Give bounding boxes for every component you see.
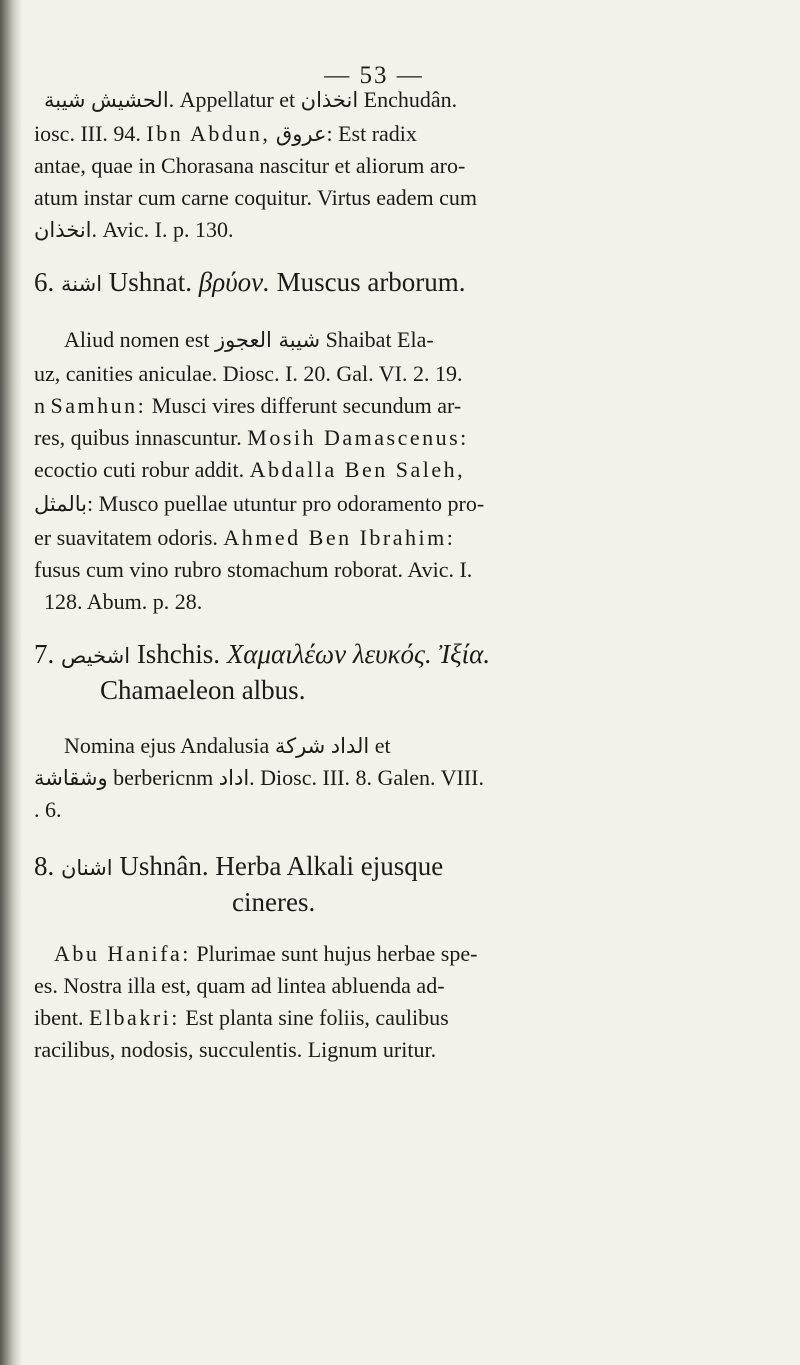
text: Nomina ejus Andalusia <box>64 733 270 758</box>
text: ecoctio cuti robur addit. <box>34 457 245 482</box>
text: Musci vires differunt secundum ar- <box>151 393 462 418</box>
entry-6-line-7 <box>34 524 455 552</box>
entry-6-heading <box>34 268 466 298</box>
text: : Musco puellae utuntur pro odoramento pro- <box>87 491 485 516</box>
entry-6-line-3 <box>34 392 461 420</box>
text: Aliud nomen est <box>64 327 210 352</box>
text: n <box>34 393 45 418</box>
entry-number: 8. <box>34 851 55 881</box>
transliteration: Ushnân. <box>119 851 209 881</box>
transliteration: Ushnat. <box>108 267 193 297</box>
entry-6-line-1 <box>64 326 434 354</box>
transliteration: Ishchis. <box>136 639 221 669</box>
latin-name: Muscus arborum. <box>276 267 466 297</box>
author-name: Abdalla Ben Saleh, <box>249 457 466 482</box>
text: . Avic. I. p. 130. <box>91 217 234 242</box>
entry-prev-line-4: atum instar cum carne coquitur. Virtus eadem cum <box>34 185 478 210</box>
arabic-term: شيبة <box>44 88 86 112</box>
author-name: Ibn Abdun, <box>146 121 271 146</box>
arabic-term: انخذان <box>34 218 92 242</box>
arabic-term: وشقاشة <box>34 766 108 790</box>
arabic-term: بالمثل <box>34 492 88 516</box>
entry-6-line-2: uz, canities aniculae. Diosc. I. 20. Gal. VI. 2. 19. <box>34 361 463 386</box>
text: Est planta sine foliis, caulibus <box>185 1005 449 1030</box>
arabic-headword: اشنان <box>61 856 113 880</box>
text: Shaibat Ela- <box>325 327 434 352</box>
arabic-term: انخذان <box>300 88 359 112</box>
entry-6-line-6 <box>34 490 484 518</box>
entry-8-line-4: racilibus, nodosis, succulentis. Lignum uritur. <box>34 1037 437 1062</box>
arabic-term: عروق <box>275 122 327 146</box>
greek-term: βρύον. <box>198 267 270 297</box>
entry-6-line-4 <box>34 424 469 452</box>
entry-7-heading <box>34 640 490 670</box>
author-name: Mosih Damascenus: <box>247 425 469 450</box>
text: Enchudân. <box>363 87 458 112</box>
entry-6-line-9: 128. Abum. p. 28. <box>44 589 203 614</box>
entry-8-line-1 <box>54 940 477 968</box>
page-number: — 53 — <box>324 62 424 89</box>
entry-prev-line-3: antae, quae in Chorasana nascitur et aliorum aro- <box>34 153 466 178</box>
latin-name: Herba Alkali ejusque <box>215 851 444 881</box>
citation: iosc. III. 94. <box>34 121 141 146</box>
entry-8-heading <box>34 852 443 882</box>
entry-8-line-3 <box>34 1004 449 1032</box>
author-name: Elbakri: <box>89 1005 180 1030</box>
arabic-term: اداد <box>218 766 250 790</box>
text: Appellatur et <box>179 87 296 112</box>
text: berbericnm <box>113 765 214 790</box>
binding-gutter <box>0 0 22 1365</box>
entry-7-line-1 <box>64 732 391 760</box>
author-name: Samhun: <box>50 393 147 418</box>
text: res, quibus innascuntur. <box>34 425 242 450</box>
entry-6-line-8: fusus cum vino rubro stomachum roborat. Avic. I. <box>34 557 473 582</box>
entry-8-line-2: es. Nostra illa est, quam ad lintea abluenda ad- <box>34 973 445 998</box>
entry-prev-line-1: الحشيش شيبة . Appellatur et انخذان Enchudân. <box>44 87 458 112</box>
text: : Est radix <box>326 121 417 146</box>
arabic-term: الحشيش <box>91 88 169 112</box>
arabic-term: الداد <box>330 734 370 758</box>
text: Plurimae sunt hujus herbae spe- <box>196 941 478 966</box>
author-name: Abu Hanifa: <box>54 941 191 966</box>
text: er suavitatem odoris. <box>34 525 218 550</box>
entry-prev-line-5 <box>34 216 233 244</box>
arabic-term: شيبة العجوز <box>214 328 321 352</box>
arabic-headword: اشنة <box>61 272 103 296</box>
arabic-term: شركة <box>274 734 326 758</box>
entry-7-line-2 <box>34 764 484 792</box>
text: et <box>374 733 391 758</box>
text: ibent. <box>34 1005 84 1030</box>
text: . Diosc. III. 8. Galen. VIII. <box>249 765 484 790</box>
author-name: Ahmed Ben Ibrahim: <box>223 525 456 550</box>
arabic-headword: اشخيص <box>61 644 131 668</box>
entry-8-latin-cont: cineres. <box>232 887 316 917</box>
entry-7-latin: Chamaeleon albus. <box>100 675 306 705</box>
entry-number: 6. <box>34 267 55 297</box>
entry-7-line-3: . 6. <box>34 797 62 822</box>
entry-6-line-5 <box>34 456 465 484</box>
greek-term: Χαμαιλέων λευκός. Ἰξία. <box>226 639 491 669</box>
entry-prev-line-2 <box>34 120 417 148</box>
entry-number: 7. <box>34 639 55 669</box>
